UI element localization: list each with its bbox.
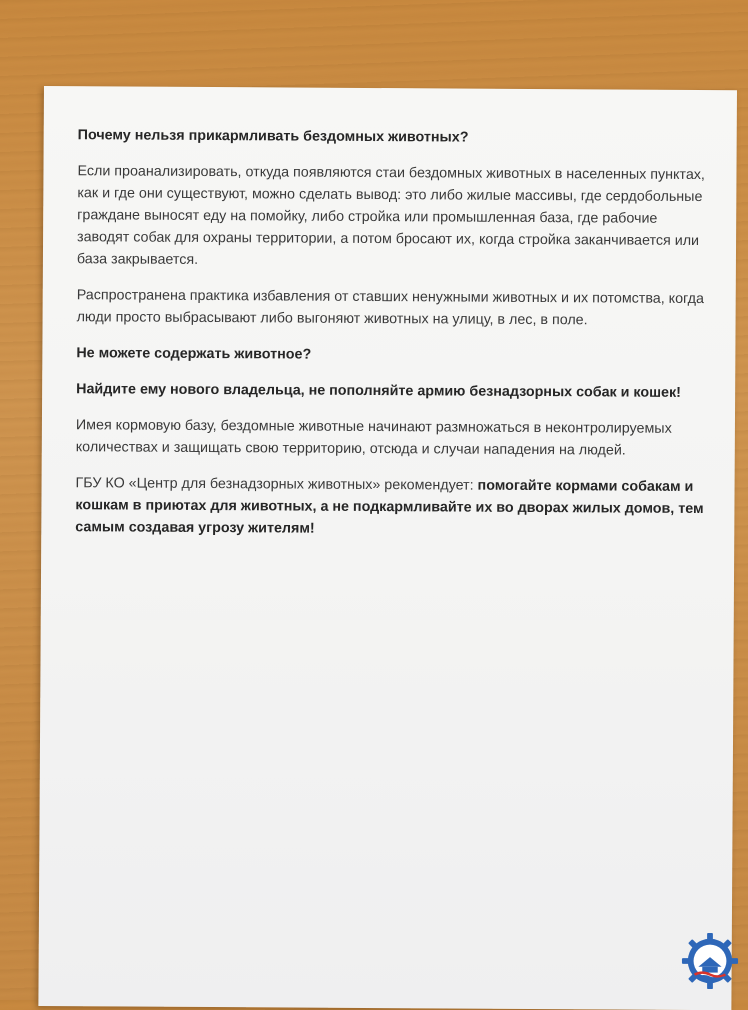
document-body [75,124,708,556]
paper-sheet [38,86,737,1010]
paragraph-breeding: Имея кормовую базу, бездомные животные начинают размножаться в неконтролируемых количествах и защищать свою территорию, отсюда и случаи нападения на людей. [75,417,672,459]
paragraph-abandonment: Распространена практика избавления от ставших ненужными животных и их потомства, когда люди просто выбрасывают либо выгоняют животных на улицу, в лес, в поле. [76,287,704,329]
gear-emblem-icon [681,932,739,990]
heading-why-not-feed: Почему нельзя прикармливать бездомных животных? [77,127,469,146]
recommendation-intro: ГБУ КО «Центр для безнадзорных животных» рекомендует: [75,475,478,494]
recommendation-bold: помогайте кормами собакам и кошкам в приютах для животных, а не подкармливайте их во дворах жилых домов, тем самым создавая угрозу жителям! [75,477,704,537]
heading-find-owner: Найдите ему нового владельца, не пополняйте армию безнадзорных собак и кошек! [76,381,681,401]
paragraph-recommendation [75,472,705,542]
heading-cannot-keep: Не можете содержать животное? [76,345,312,363]
paragraph-origins: Если проанализировать, откуда появляются стаи бездомных животных в населенных пунктах, как и где они существуют, можно сделать вывод: это либо жилые массивы, где сердобольные граждане выносят еду на помойку, либо стройка или промышленная база, где рабочие заводят собак для охраны территории, а потом бросают их, когда стройка заканчивается или база закрывается. [76,163,705,268]
